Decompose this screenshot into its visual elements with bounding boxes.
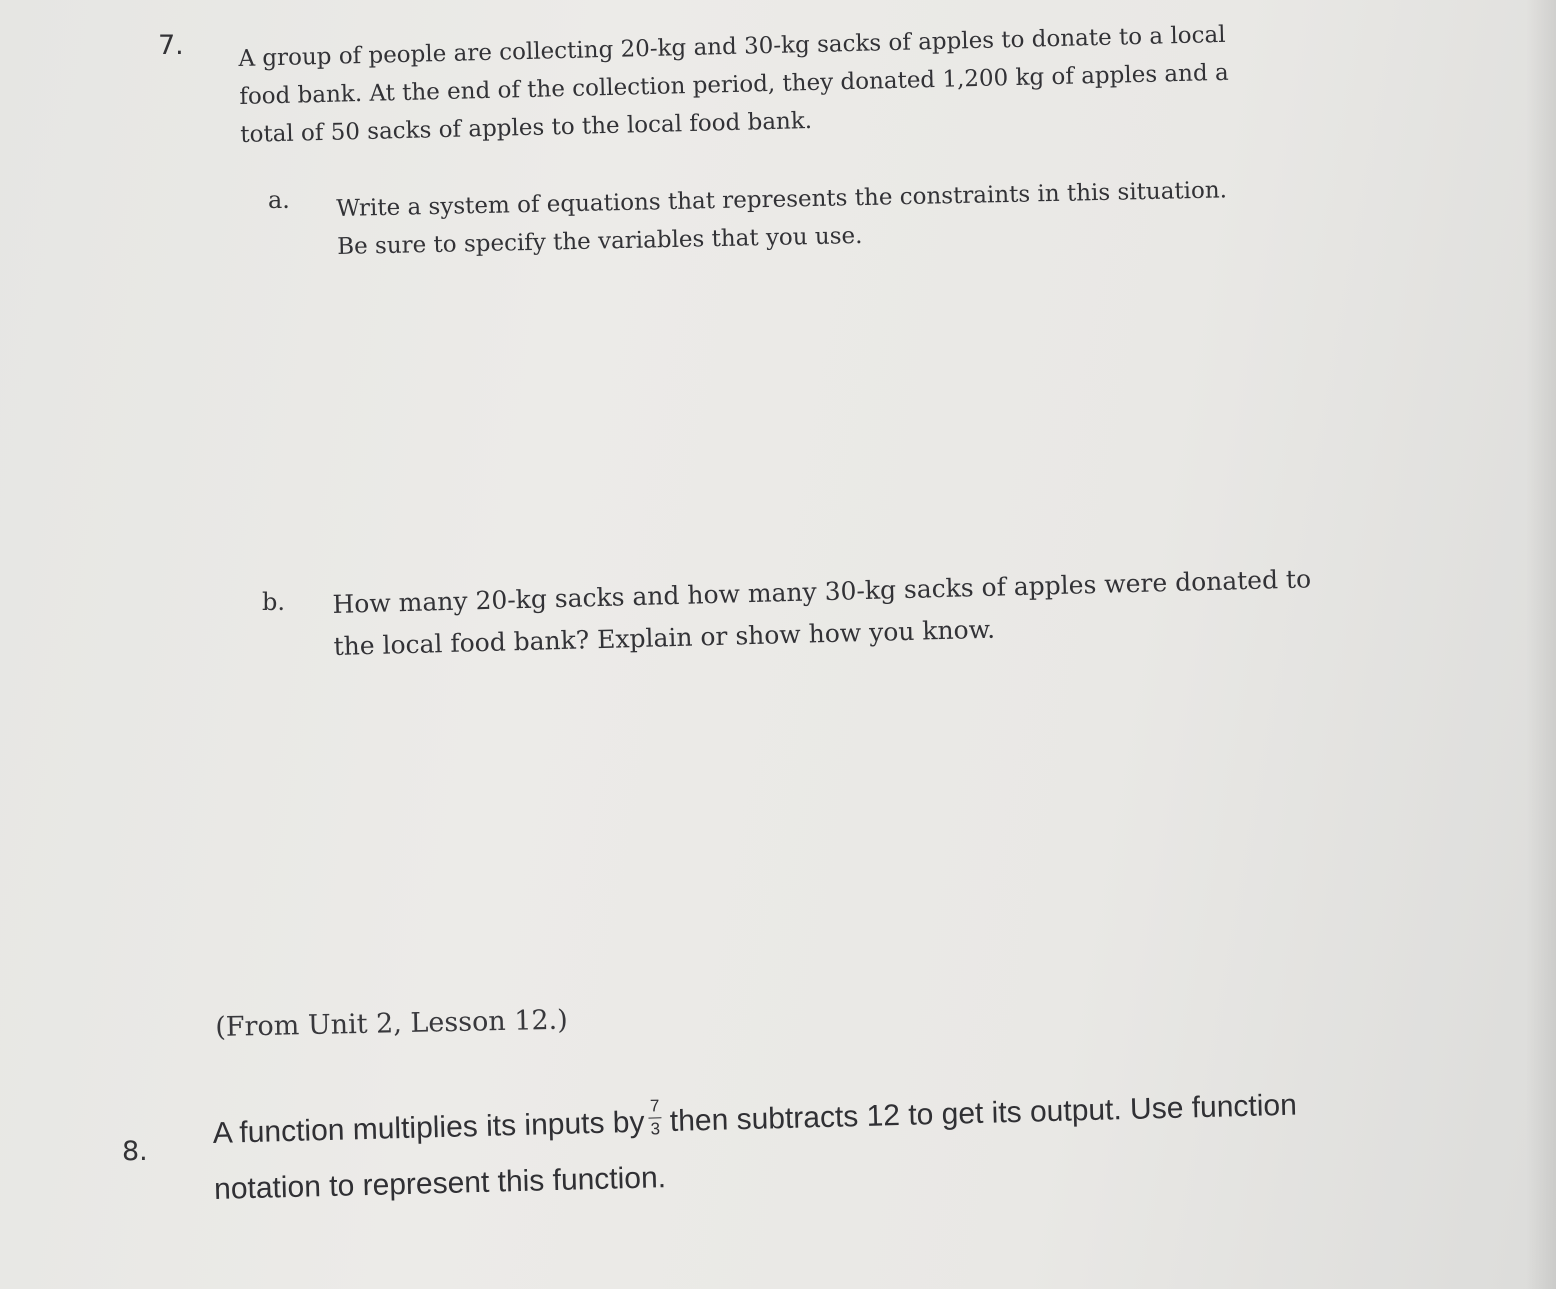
question-7-number: 7. [158,30,184,61]
question-7-stem [238,16,1230,154]
question-7-stem-line: food bank. At the end of the collection period, they donated 1,200 kg of apples and a [239,59,1229,110]
question-7-stem-line: total of 50 sacks of apples to the local food bank. [240,108,813,148]
part-a-line: Be sure to specify the variables that you use. [336,222,863,260]
fraction-denominator: 3 [650,1118,661,1139]
question-7-stem-line: A group of people are collecting 20-kg and 30-kg sacks of apples to donate to a local [238,21,1226,72]
part-a-label: a. [268,186,290,214]
part-b-label: b. [262,588,285,616]
question-8-number: 8. [122,1136,148,1167]
question-8-prompt [212,1078,1299,1218]
fraction-seven-thirds [648,1097,663,1138]
fraction-numerator: 7 [648,1097,662,1118]
part-a-prompt [336,171,1228,266]
question-8-line-2: notation to represent this function. [213,1161,667,1206]
page-edge-shadow [1526,0,1556,1289]
question-8-text-after: then subtracts 12 to get its output. Use function [669,1088,1298,1139]
source-note: (From Unit 2, Lesson 12.) [215,1004,569,1043]
part-a-line: Write a system of equations that represents the constraints in this situation. [336,177,1228,222]
part-b-prompt [332,558,1313,668]
question-8-text-before: A function multiplies its inputs by [212,1105,645,1150]
part-b-line: the local food bank? Explain or show how you know. [333,614,996,661]
part-b-line: How many 20-kg sacks and how many 30-kg sacks of apples were donated to [332,564,1312,619]
